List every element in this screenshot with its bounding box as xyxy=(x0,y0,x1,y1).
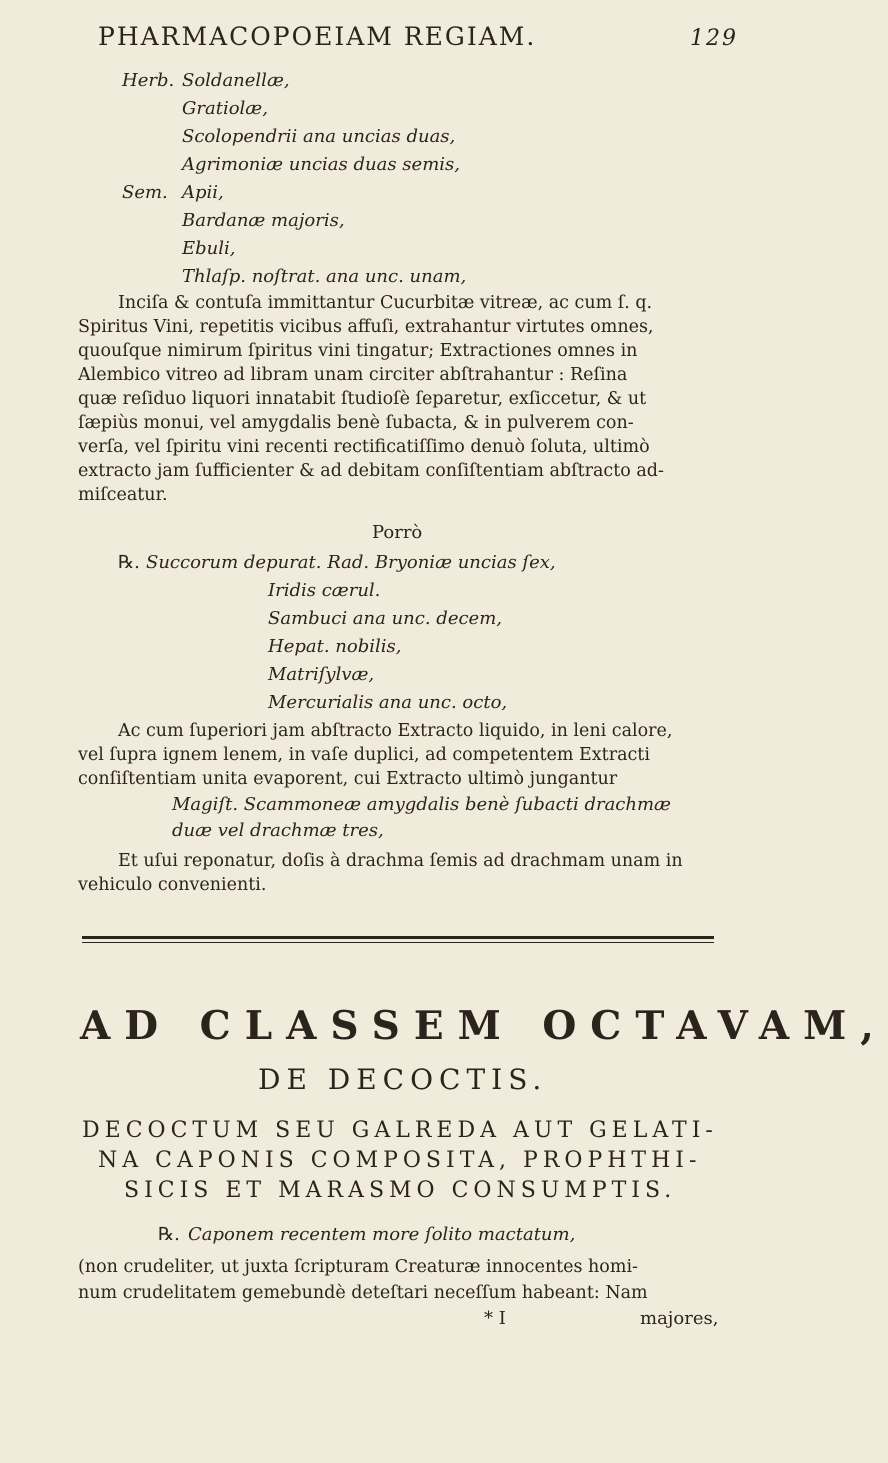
class-heading: AD CLASSEM OCTAVAM, xyxy=(80,1003,888,1049)
catchword: majores, xyxy=(640,1308,719,1329)
section-title-line: SICIS ET MARASMO CONSUMPTIS. xyxy=(124,1178,677,1203)
page-number: 129 xyxy=(690,26,738,51)
subsection-heading: DE DECOCTIS. xyxy=(258,1063,548,1096)
recipe-line: Mercurialis ana unc. octo, xyxy=(268,692,508,713)
recipe-line: Matriſylvæ, xyxy=(268,664,375,685)
paragraph-line: Magiſt. Scammoneæ amygdalis benè ſubacti drachmæ xyxy=(172,794,671,815)
paragraph-line: Inciſa & contuſa immittantur Cucurbitæ vitreæ, ac cum ſ. q. xyxy=(118,293,653,313)
paragraph-line: quouſque nimirum ſpiritus vini tingatur; Extractiones omnes in xyxy=(78,341,638,361)
paragraph-line: vehiculo convenienti. xyxy=(78,875,267,895)
recipe-symbol: ℞. xyxy=(158,1224,180,1245)
paragraph-line: verſa, vel ſpiritu vini recenti rectificatiſſimo denuò ſoluta, ultimò xyxy=(78,437,650,457)
running-header xyxy=(98,22,738,51)
recipe-line: Iridis cærul. xyxy=(268,580,381,601)
paragraph-line: duæ vel drachmæ tres, xyxy=(172,820,384,841)
paragraph-line: num crudelitatem gemebundè deteſtari neceſſum habeant: Nam xyxy=(78,1283,648,1303)
seed-line: Bardanæ majoris, xyxy=(182,210,345,231)
herb-line: Agrimoniæ uncias duas semis, xyxy=(182,154,460,175)
paragraph-line: vel ſupra ignem lenem, in vaſe duplici, ad competentem Extracti xyxy=(78,745,650,765)
herb-line: Soldanellæ, xyxy=(182,70,290,91)
recipe-line: Succorum depurat. Rad. Bryoniæ uncias ſex, xyxy=(146,552,556,573)
seed-line: Thlaſp. noſtrat. ana unc. unam, xyxy=(182,266,467,287)
paragraph-line: (non crudeliter, ut juxta ſcripturam Creaturæ innocentes homi- xyxy=(78,1257,638,1277)
paragraph-line: extracto jam ſufficienter & ad debitam conſiſtentiam abſtracto ad- xyxy=(78,461,664,481)
paragraph-line: Et uſui reponatur, doſis à drachma ſemis ad drachmam unam in xyxy=(118,851,683,871)
running-title: PHARMACOPOEIAM REGIAM. xyxy=(98,22,537,51)
paragraph-line: quæ reſiduo liquori innatabit ſtudioſè ſeparetur, exſiccetur, & ut xyxy=(78,389,647,409)
recipe-line: Caponem recentem more ſolito mactatum, xyxy=(188,1224,576,1245)
section-rule-thin xyxy=(82,942,714,943)
recipe-line: Hepat. nobilis, xyxy=(268,636,402,657)
seed-label: Sem. xyxy=(122,182,168,203)
recipe-line: Sambuci ana unc. decem, xyxy=(268,608,502,629)
section-title-line: DECOCTUM SEU GALREDA AUT GELATI- xyxy=(82,1118,718,1143)
paragraph-line: conſiſtentiam unita evaporent, cui Extracto ultimò jungantur xyxy=(78,769,618,789)
paragraph-line: Ac cum ſuperiori jam abſtracto Extracto liquido, in leni calore, xyxy=(118,721,673,741)
herb-line: Scolopendrii ana uncias duas, xyxy=(182,126,456,147)
herb-label: Herb. xyxy=(122,70,175,91)
seed-line: Ebuli, xyxy=(182,238,236,259)
herb-line: Gratiolæ, xyxy=(182,98,268,119)
recipe-symbol: ℞. xyxy=(118,552,140,573)
signature-mark: * I xyxy=(484,1308,506,1329)
paragraph-line: Alembico vitreo ad libram unam circiter abſtrahantur : Reſina xyxy=(78,365,628,385)
paragraph-line: ſæpiùs monui, vel amygdalis benè ſubacta, & in pulverem con- xyxy=(78,413,634,433)
section-title-line: NA CAPONIS COMPOSITA, PROPHTHI- xyxy=(98,1148,702,1173)
paragraph-line: Spiritus Vini, repetitis vicibus affuſi, extrahantur virtutes omnes, xyxy=(78,317,654,337)
section-rule xyxy=(82,936,714,939)
seed-line: Apii, xyxy=(182,182,224,203)
paragraph-line: miſceatur. xyxy=(78,485,168,505)
porro-word: Porrò xyxy=(372,522,423,543)
